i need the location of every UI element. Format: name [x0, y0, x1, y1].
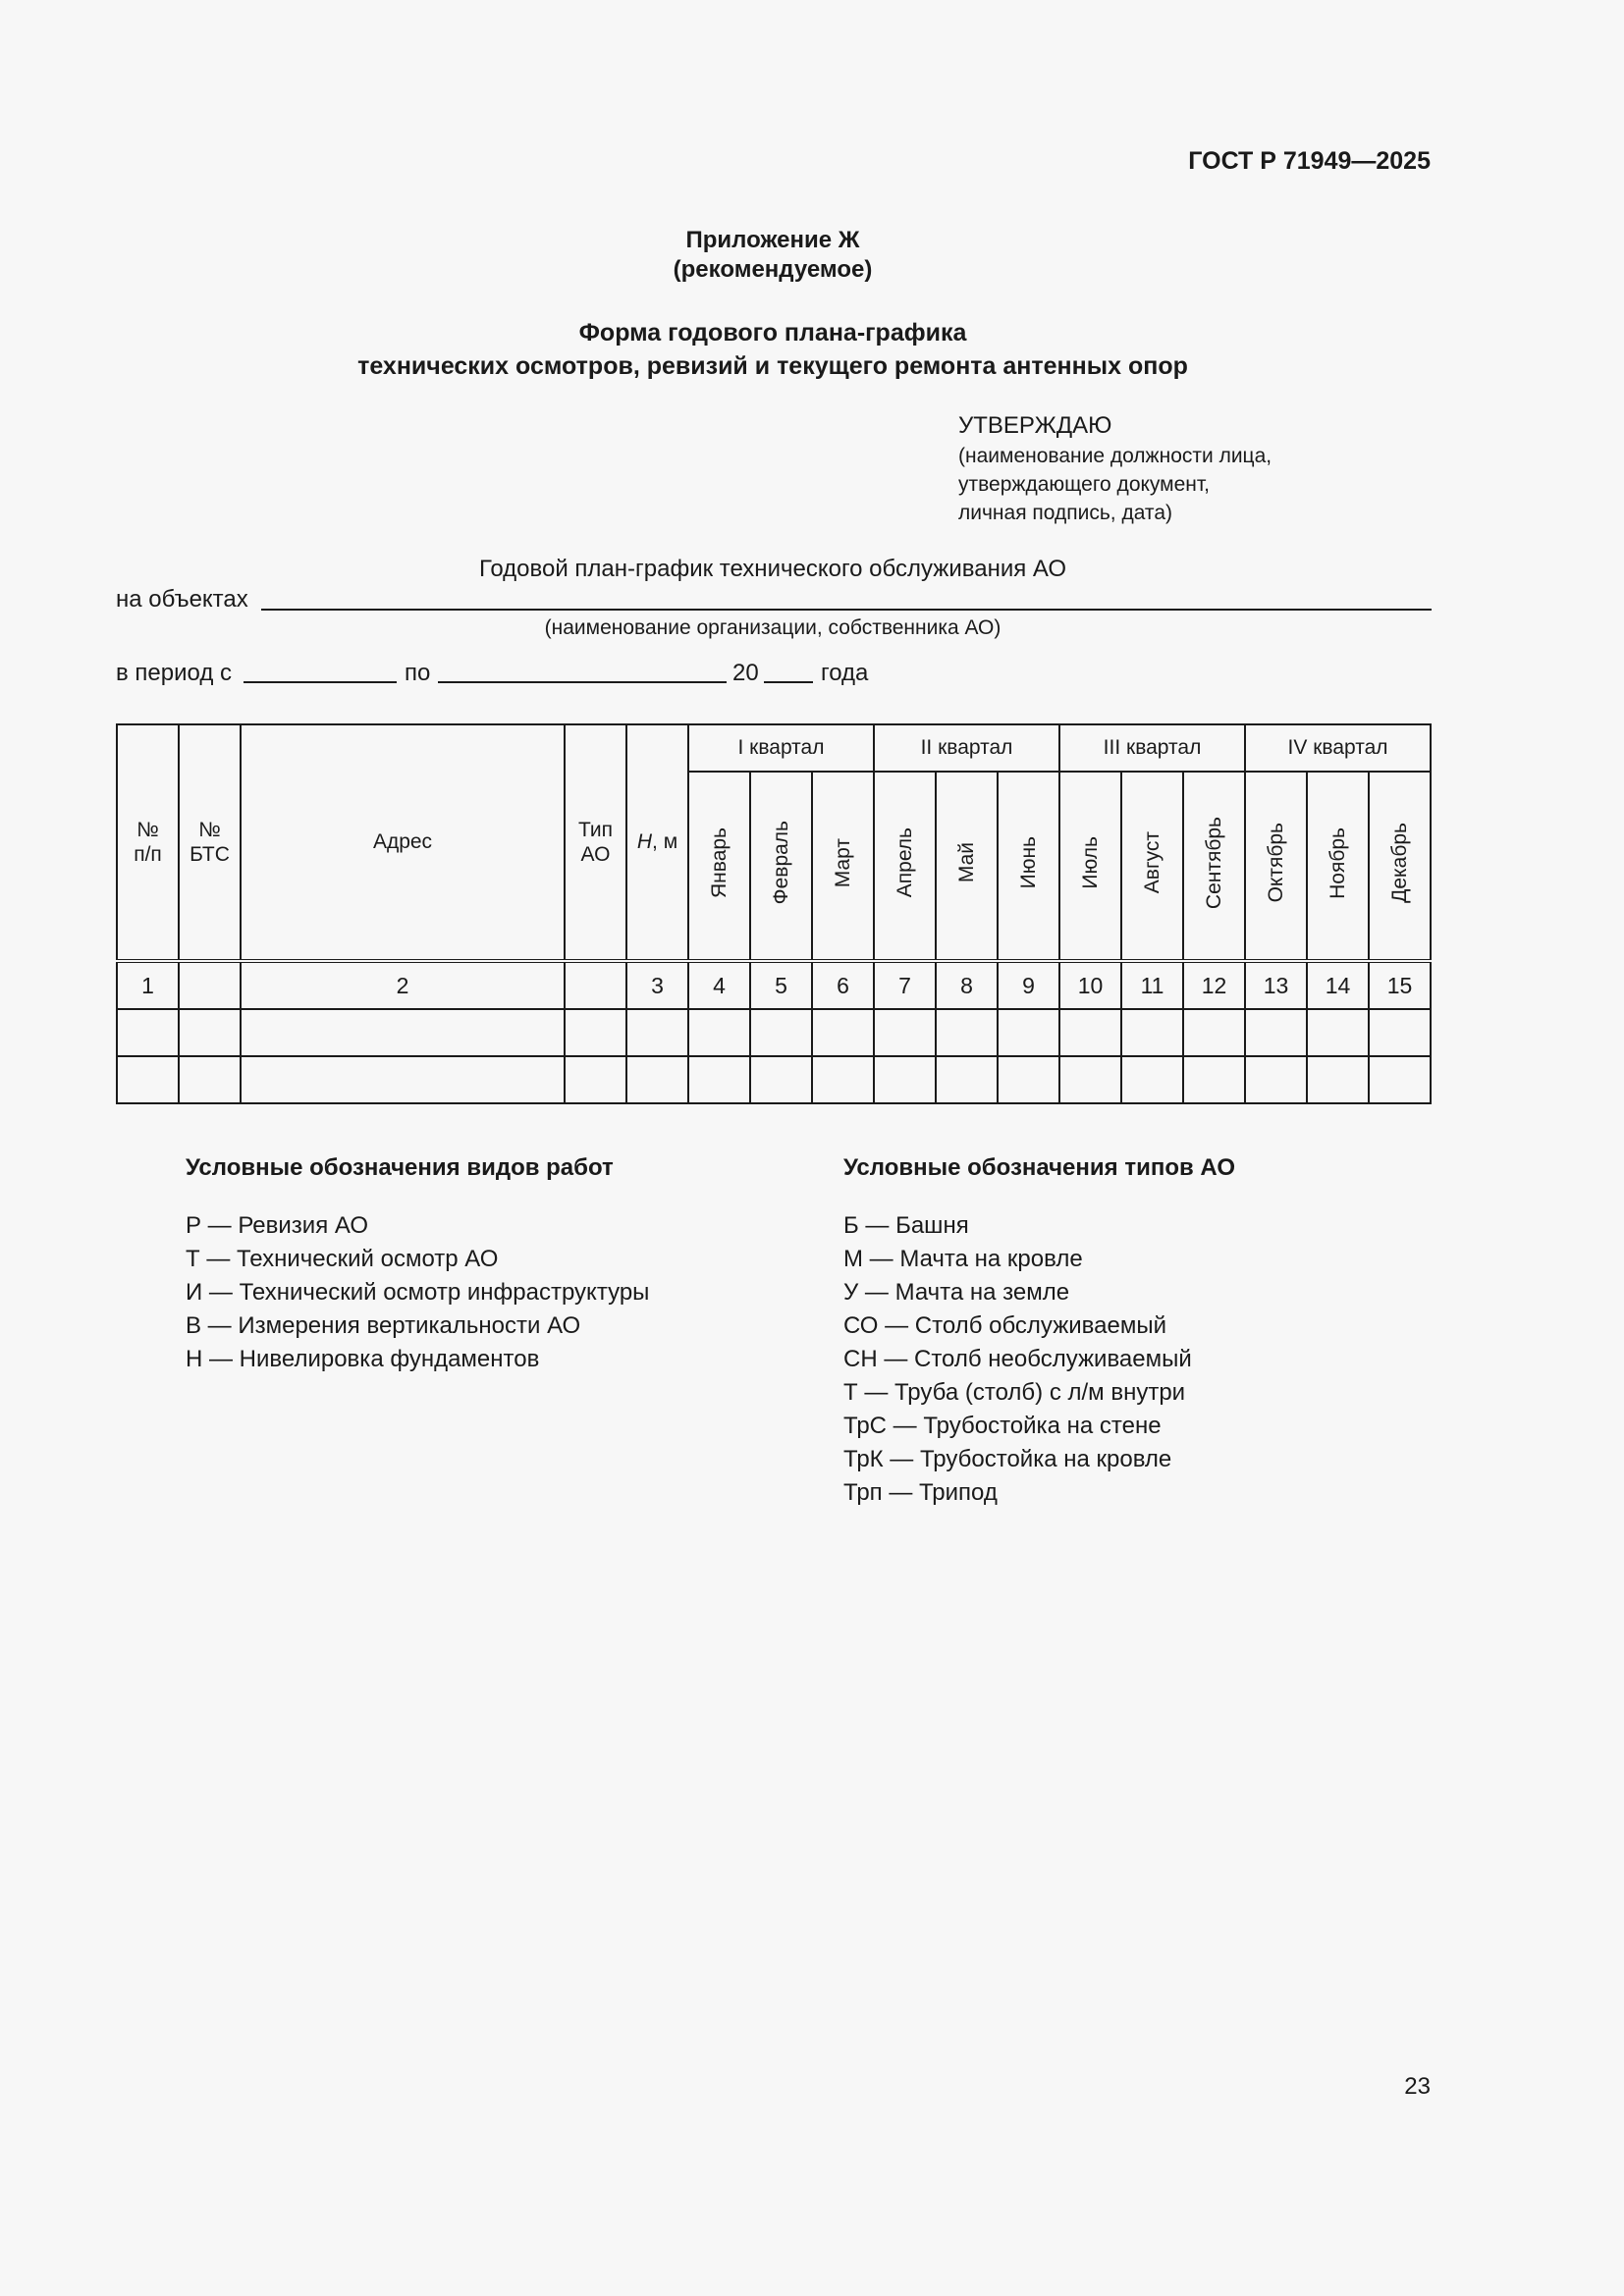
table-cell[interactable]: [1245, 1009, 1307, 1056]
header-month: [1369, 772, 1431, 961]
approval-heading: УТВЕРЖДАЮ: [958, 412, 1112, 439]
period-to-label: по: [405, 660, 431, 686]
table-cell[interactable]: [179, 1009, 241, 1056]
legend-works-title: Условные обозначения видов работ: [186, 1154, 614, 1181]
header-month: [936, 772, 998, 961]
legend-item: В — Измерения вертикальности АО: [186, 1312, 581, 1339]
approval-hint-line: личная подпись, дата): [958, 502, 1172, 524]
header-month: [1183, 772, 1245, 961]
legend-item: Т — Труба (столб) с л/м внутри: [843, 1379, 1186, 1406]
legend-item: СО — Столб обслуживаемый: [843, 1312, 1166, 1339]
plan-title: Годовой план-график технического обслуживания АО: [478, 556, 1067, 582]
approval-hint-line: утверждающего документ,: [958, 473, 1211, 496]
header-month: [812, 772, 874, 961]
table-row: [117, 1056, 1431, 1103]
table-cell[interactable]: [565, 1009, 626, 1056]
table-cell[interactable]: [565, 1056, 626, 1103]
table-cell[interactable]: [688, 1056, 750, 1103]
table-cell[interactable]: [117, 1009, 179, 1056]
form-title-line-2: технических осмотров, ревизий и текущего ремонта антенных опор: [357, 352, 1188, 380]
table-cell[interactable]: [241, 1056, 565, 1103]
header-month: [1121, 772, 1183, 961]
column-number: 11: [1121, 961, 1183, 1009]
objects-input-line[interactable]: [261, 609, 1432, 611]
period-from-label: в период с: [116, 660, 233, 686]
header-height-unit: , м: [652, 830, 678, 853]
header-address: Адрес: [241, 724, 565, 961]
table-cell[interactable]: [1183, 1009, 1245, 1056]
header-quarter-3: III квартал: [1059, 724, 1245, 772]
month-label: Апрель: [893, 828, 916, 898]
header-height: [626, 724, 688, 961]
page-number: 23: [1404, 2073, 1431, 2100]
legend-item: И — Технический осмотр инфраструктуры: [186, 1279, 650, 1306]
approval-hint-line: (наименование должности лица,: [958, 445, 1272, 467]
table-cell[interactable]: [1369, 1056, 1431, 1103]
approval-block: [958, 412, 1272, 527]
column-number: 8: [936, 961, 998, 1009]
legend-item: Трп — Трипод: [843, 1479, 998, 1506]
column-number: 12: [1183, 961, 1245, 1009]
header-height-symbol: H: [636, 830, 653, 853]
table-cell[interactable]: [1121, 1009, 1183, 1056]
form-title: [0, 316, 1545, 383]
table-cell[interactable]: [750, 1009, 812, 1056]
header-quarter-1: I квартал: [688, 724, 874, 772]
header-bts-number: № БТС: [179, 724, 241, 961]
table-cell[interactable]: [750, 1056, 812, 1103]
table-cell[interactable]: [812, 1056, 874, 1103]
approval-hint: [958, 442, 1272, 527]
month-label: Сентябрь: [1202, 816, 1225, 910]
column-number: 3: [626, 961, 688, 1009]
table-cell[interactable]: [998, 1056, 1059, 1103]
month-label: Декабрь: [1387, 823, 1411, 903]
column-number: 9: [998, 961, 1059, 1009]
table-cell[interactable]: [1245, 1056, 1307, 1103]
legend-item: М — Мачта на кровле: [843, 1246, 1083, 1272]
legend-item: Н — Нивелировка фундаментов: [186, 1346, 540, 1372]
table-cell[interactable]: [936, 1009, 998, 1056]
table-cell[interactable]: [117, 1056, 179, 1103]
legend-works: [186, 1154, 649, 1376]
table-cell[interactable]: [1121, 1056, 1183, 1103]
table-cell[interactable]: [241, 1009, 565, 1056]
table-cell[interactable]: [1369, 1009, 1431, 1056]
table-cell[interactable]: [874, 1009, 936, 1056]
form-title-line-1: Форма годового плана-графика: [578, 319, 967, 347]
schedule-table: [116, 723, 1432, 1104]
period-from-input-line[interactable]: [244, 681, 397, 683]
legend-types: [843, 1154, 1235, 1510]
table-cell[interactable]: [1307, 1056, 1369, 1103]
period-to-input-line[interactable]: [438, 681, 727, 683]
document-number: ГОСТ Р 71949—2025: [1188, 147, 1431, 175]
month-label: Март: [831, 837, 854, 888]
header-quarter-4: IV квартал: [1245, 724, 1431, 772]
month-label: Январь: [707, 828, 731, 898]
month-label: Ноябрь: [1326, 827, 1349, 899]
objects-hint: (наименование организации, собственника АО): [544, 616, 1001, 639]
table-cell[interactable]: [1059, 1009, 1121, 1056]
table-row: [117, 1009, 1431, 1056]
month-label: Июнь: [1016, 836, 1040, 889]
column-number: 7: [874, 961, 936, 1009]
column-number-row: [117, 961, 1431, 1009]
header-row-number: № п/п: [117, 724, 179, 961]
table-cell[interactable]: [1183, 1056, 1245, 1103]
table-cell[interactable]: [1059, 1056, 1121, 1103]
legend-item: Т — Технический осмотр АО: [186, 1246, 499, 1272]
annex-title: Приложение Ж: [685, 227, 860, 253]
annex-subtitle: (рекомендуемое): [673, 256, 873, 283]
table-cell[interactable]: [688, 1009, 750, 1056]
legend-types-title: Условные обозначения типов АО: [843, 1154, 1236, 1181]
table-cell[interactable]: [1307, 1009, 1369, 1056]
table-cell[interactable]: [998, 1009, 1059, 1056]
column-number: [179, 961, 241, 1009]
month-label: Октябрь: [1264, 823, 1287, 903]
column-number: 10: [1059, 961, 1121, 1009]
legend-types-list: [843, 1209, 1235, 1510]
column-number: 5: [750, 961, 812, 1009]
month-label: Май: [954, 842, 978, 883]
header-quarter-2: II квартал: [874, 724, 1059, 772]
header-type: Тип АО: [565, 724, 626, 961]
header-month: [998, 772, 1059, 961]
column-number: 4: [688, 961, 750, 1009]
header-month: [874, 772, 936, 961]
column-number: 15: [1369, 961, 1431, 1009]
annex-heading: [0, 226, 1545, 285]
legend-item: Б — Башня: [843, 1212, 969, 1239]
legend-item: У — Мачта на земле: [843, 1279, 1070, 1306]
table-cell[interactable]: [179, 1056, 241, 1103]
header-month: [750, 772, 812, 961]
table-cell[interactable]: [812, 1009, 874, 1056]
legend-item: СН — Столб необслуживаемый: [843, 1346, 1192, 1372]
table-cell[interactable]: [874, 1056, 936, 1103]
legend-works-list: [186, 1209, 649, 1376]
header-month: [1059, 772, 1121, 961]
objects-label: на объектах: [116, 586, 248, 613]
column-number: 2: [241, 961, 565, 1009]
table-cell[interactable]: [626, 1056, 688, 1103]
year-input-line[interactable]: [764, 681, 813, 683]
column-number: 14: [1307, 961, 1369, 1009]
year-suffix: года: [821, 660, 869, 686]
header-month: [1307, 772, 1369, 961]
legend-item: ТрК — Трубостойка на кровле: [843, 1446, 1172, 1472]
column-number: 13: [1245, 961, 1307, 1009]
column-number: 1: [117, 961, 179, 1009]
table-cell[interactable]: [936, 1056, 998, 1103]
legend-item: Р — Ревизия АО: [186, 1212, 369, 1239]
header-month: [1245, 772, 1307, 961]
month-label: Февраль: [769, 821, 792, 905]
column-number: [565, 961, 626, 1009]
column-number: 6: [812, 961, 874, 1009]
month-label: Июль: [1078, 836, 1102, 889]
table-cell[interactable]: [626, 1009, 688, 1056]
legend-item: ТрС — Трубостойка на стене: [843, 1413, 1162, 1439]
header-month: [688, 772, 750, 961]
year-prefix: 20: [732, 660, 759, 686]
month-label: Август: [1140, 831, 1164, 894]
